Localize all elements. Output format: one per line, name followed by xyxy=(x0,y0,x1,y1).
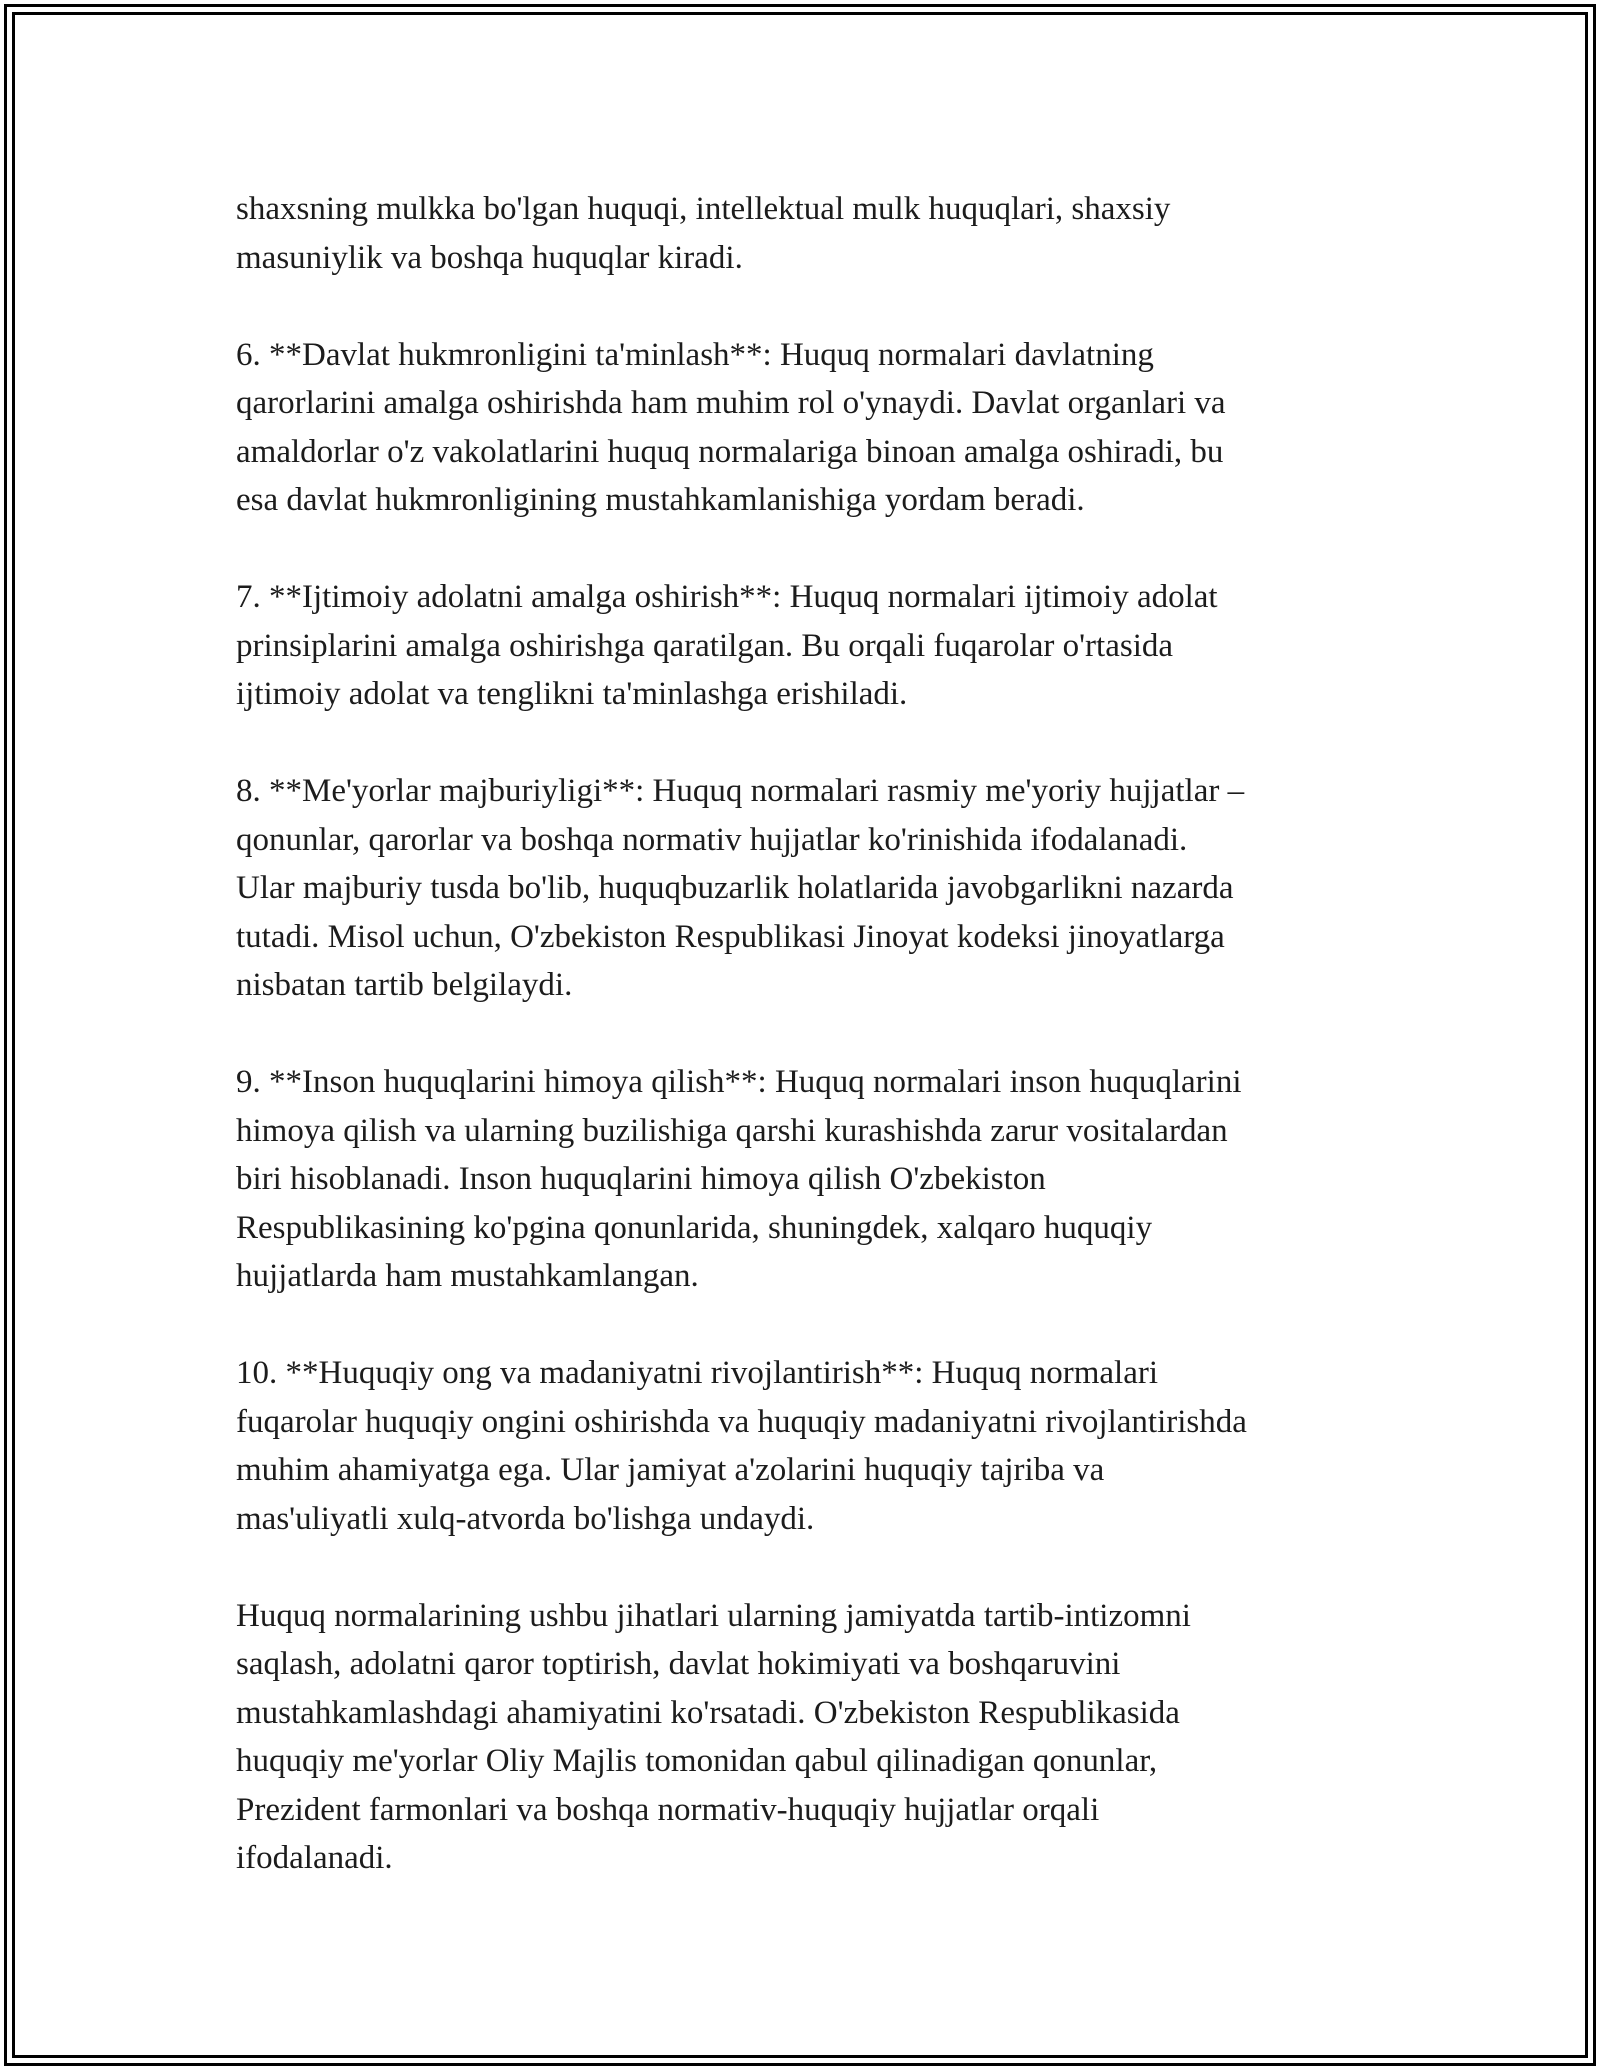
paragraph-item-10: 10. **Huquqiy ong va madaniyatni rivojlantirish**: Huquq normalari fuqarolar huquqiy ongini oshirishda va huquqiy madaniyatni rivojlantirishda muhim ahamiyatga ega. Ular jamiyat a'zolarini huquqiy tajriba va mas'uliyatli xulq-atvorda bo'lishga undaydi. xyxy=(236,1355,1247,1537)
paragraph-item-9: 9. **Inson huquqlarini himoya qilish**: Huquq normalari inson huquqlarini himoya qilish va ularning buzilishiga qarshi kurashishda zarur vositalardan biri hisoblanadi. Inson huquqlarini himoya qilish O'zbekiston Respublikasining ko'pgina qonunlarida, shuningdek, xalqaro huquqiy hujjatlarda ham mustahkamlangan. xyxy=(236,1064,1242,1294)
paragraph-conclusion: Huquq normalarining ushbu jihatlari ularning jamiyatda tartib-intizomni saqlash, adolatni qaror toptirish, davlat hokimiyati va boshqaruvini mustahkamlashdagi ahamiyatini ko'rsatadi. O'zbekiston Respublikasida huquqiy me'yorlar Oliy Majlis tomonidan qabul qilinadigan qonunlar, Prezident farmonlari va boshqa normativ-huquqiy hujjatlar orqali ifodalanadi. xyxy=(236,1597,1191,1876)
paragraph-continuation: shaxsning mulkka bo'lgan huquqi, intellektual mulk huquqlari, shaxsiy masuniylik va boshqa huquqlar kiradi. xyxy=(236,191,1171,276)
paragraph-item-7: 7. **Ijtimoiy adolatni amalga oshirish**: Huquq normalari ijtimoiy adolat prinsiplarini amalga oshirishga qaratilgan. Bu orqali fuqarolar o'rtasida ijtimoiy adolat va tenglikni ta'minlashga erishiladi. xyxy=(236,579,1218,712)
paragraph-item-6: 6. **Davlat hukmronligini ta'minlash**: Huquq normalari davlatning qarorlarini amalga oshirishda ham muhim rol o'ynaydi. Davlat organlari va amaldorlar o'z vakolatlarini huquq normalariga binoan amalga oshiradi, bu esa davlat hukmronligining mustahkamlanishiga yordam beradi. xyxy=(236,336,1226,518)
document-body xyxy=(236,185,1386,1883)
paragraph-item-8: 8. **Me'yorlar majburiyligi**: Huquq normalari rasmiy me'yoriy hujjatlar – qonunlar, qarorlar va boshqa normativ hujjatlar ko'rinishida ifodalanadi. Ular majburiy tusda bo'lib, huquqbuzarlik holatlarida javobgarlikni nazarda tutadi. Misol uchun, O'zbekiston Respublikasi Jinoyat kodeksi jinoyatlarga nisbatan tartib belgilaydi. xyxy=(236,773,1245,1003)
